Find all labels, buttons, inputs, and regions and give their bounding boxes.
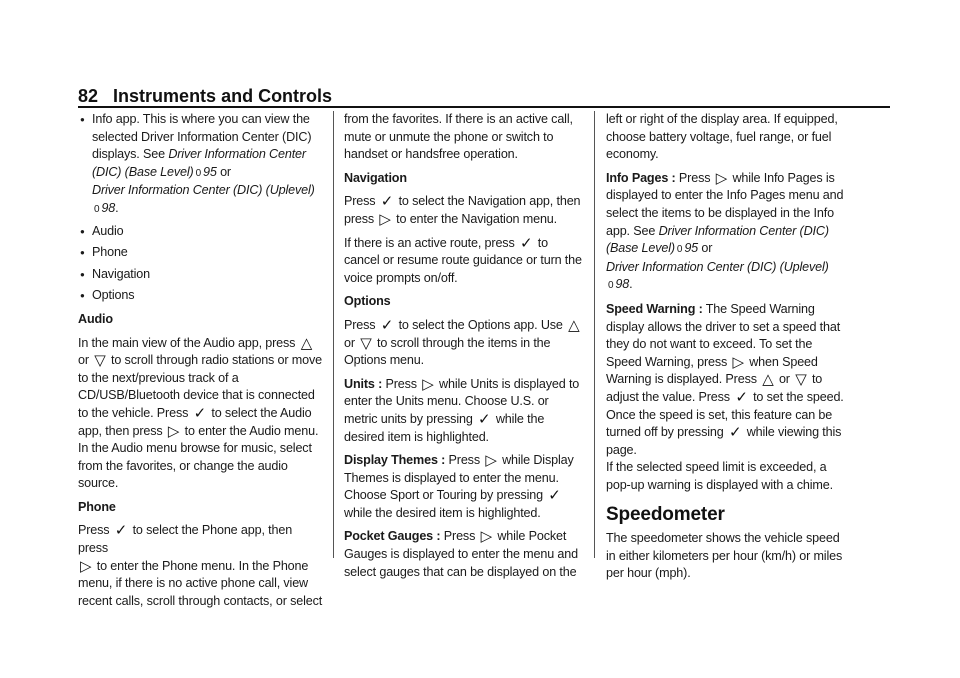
down-arrow-icon: ▽ (795, 371, 807, 389)
list-item: ● Audio (78, 223, 324, 241)
check-icon: ✓ (735, 388, 748, 406)
page-reference[interactable]: 95 (203, 164, 217, 179)
pocket-gauges-paragraph: Pocket Gauges : Press ▷ while Pocket Gauges is displayed to enter the menu and select gauges that can be displayed on the (344, 528, 578, 579)
audio-paragraph: In the main view of the Audio app, press △ or ▽ to scroll through radio stations or move to the next/previous track of a CD/USB/Bluetooth device that is connected to the vehicle. Press ✓ to select the Audio app, then press ▷ to enter the Audio menu. In the Audio menu browse for music, select from the favorites, or change the audio source. (78, 334, 322, 491)
speed-warning-paragraph: Speed Warning : The Speed Warning display allows the driver to set a speed that they do not want to exceed. To set the Speed Warning, press ▷ when Speed Warning is displayed. Press △ or ▽ to adjust the value. Press ✓ to set the speed. Once the speed is set, this feature can be turned off by pressing ✓ while viewing this page. If the selected speed limit is exceeded, a pop-up warning is displayed with a chime. (606, 301, 844, 492)
list-item (78, 111, 324, 219)
units-paragraph: Units : Press ▷ while Units is displayed to enter the Units menu. Choose U.S. or metric units by pressing ✓ while the desired item is highlighted. (344, 375, 580, 444)
check-icon: ✓ (380, 193, 394, 211)
list-item: ● Phone (78, 244, 324, 262)
page-reference[interactable]: 98 (101, 200, 116, 215)
page-reference[interactable]: 98 (615, 277, 630, 292)
reference-icon: 0 (195, 167, 201, 179)
right-arrow-icon: ▷ (80, 557, 92, 575)
check-icon: ✓ (478, 410, 491, 428)
right-arrow-icon: ▷ (715, 169, 728, 187)
right-arrow-icon: ▷ (480, 528, 492, 546)
cross-reference[interactable]: Driver Information Center (DIC) (Base Level) (92, 147, 306, 179)
options-heading: Options (344, 294, 391, 309)
text: Info app. This is where you can view the selected Driver Information Center (DIC) displays. See (92, 112, 312, 162)
column-1 (78, 111, 324, 616)
up-arrow-icon: △ (762, 371, 774, 389)
section-title: Instruments and Controls (113, 86, 333, 106)
navigation-paragraph: Press ✓ to select the Navigation app, then press ▷ to enter the Navigation menu. (344, 193, 581, 228)
info-pages-label: Info Pages : (606, 170, 676, 185)
cross-reference[interactable]: Driver Information Center (DIC) (Uplevel) (606, 259, 829, 274)
list-item: ● Navigation (78, 266, 324, 284)
phone-heading: Phone (78, 499, 116, 514)
cross-reference[interactable]: Driver Information Center (DIC) (Uplevel) (92, 183, 315, 198)
check-icon: ✓ (548, 487, 561, 505)
up-arrow-icon: △ (568, 316, 580, 334)
page-number: 82 (78, 86, 99, 106)
display-themes-paragraph: Display Themes : Press ▷ while Display Themes is displayed to enter the menu. Choose Sport or Touring by pressing ✓ while the desired item is highlighted. (344, 452, 574, 520)
check-icon: ✓ (380, 316, 394, 334)
right-arrow-icon: ▷ (167, 422, 180, 440)
gauges-continued: left or right of the display area. If equipped, choose battery voltage, fuel range, or fuel economy. (606, 112, 838, 162)
cross-reference[interactable]: Driver Information Center (DIC) (Base Level) (606, 223, 829, 256)
page-reference[interactable]: 95 (684, 241, 699, 256)
text: or (216, 164, 231, 179)
speedometer-paragraph: The speedometer shows the vehicle speed in either kilometers per hour (km/h) or miles per hour (mph). (606, 531, 843, 581)
display-themes-label: Display Themes : (344, 453, 446, 468)
column-divider-1 (333, 111, 334, 558)
navigation-route-paragraph: If there is an active route, press ✓ to cancel or resume route guidance or turn the voice prompts on/off. (344, 234, 582, 285)
reference-icon: 0 (676, 244, 683, 256)
right-arrow-icon: ▷ (422, 375, 434, 393)
down-arrow-icon: ▽ (94, 352, 106, 370)
speedometer-heading: Speedometer (606, 504, 725, 526)
reference-icon: 0 (608, 280, 614, 292)
column-2 (344, 111, 582, 587)
page-header (78, 86, 888, 107)
check-icon: ✓ (728, 424, 742, 442)
navigation-heading: Navigation (344, 170, 407, 185)
up-arrow-icon: △ (300, 334, 313, 352)
audio-heading: Audio (78, 311, 113, 326)
right-arrow-icon: ▷ (485, 452, 497, 470)
units-label: Units : (344, 376, 383, 391)
header-rule (78, 106, 890, 108)
info-pages-paragraph: Info Pages : Press ▷ while Info Pages is displayed to enter the Info Pages menu and select the items to be displayed in the Info app. See Driver Information Center (DIC) (Base Level) 0 95 or Driver Information Center (DIC) (Uplevel) 0 98. (606, 169, 844, 292)
options-paragraph: Press ✓ to select the Options app. Use △ or ▽ to scroll through the items in the Options menu. (344, 316, 580, 368)
speed-warning-label: Speed Warning : (606, 301, 703, 316)
list-item: ● Options (78, 287, 324, 305)
phone-continued: from the favorites. If there is an active call, mute or unmute the phone or switch to handset or handsfree operation. (344, 112, 573, 162)
app-list (78, 111, 324, 305)
right-arrow-icon: ▷ (732, 353, 744, 371)
reference-icon: 0 (94, 203, 100, 215)
down-arrow-icon: ▽ (360, 334, 372, 352)
column-divider-2 (594, 111, 595, 558)
pocket-gauges-label: Pocket Gauges : (344, 529, 441, 544)
text: . (115, 200, 119, 215)
column-3 (606, 111, 846, 589)
phone-paragraph: Press ✓ to select the Phone app, then press ▷ to enter the Phone menu. In the Phone menu, if there is no active phone call, view recent calls, scroll through contacts, or select (78, 522, 323, 608)
check-icon: ✓ (114, 522, 128, 540)
check-icon: ✓ (519, 234, 533, 252)
right-arrow-icon: ▷ (379, 210, 391, 228)
check-icon: ✓ (193, 404, 207, 422)
